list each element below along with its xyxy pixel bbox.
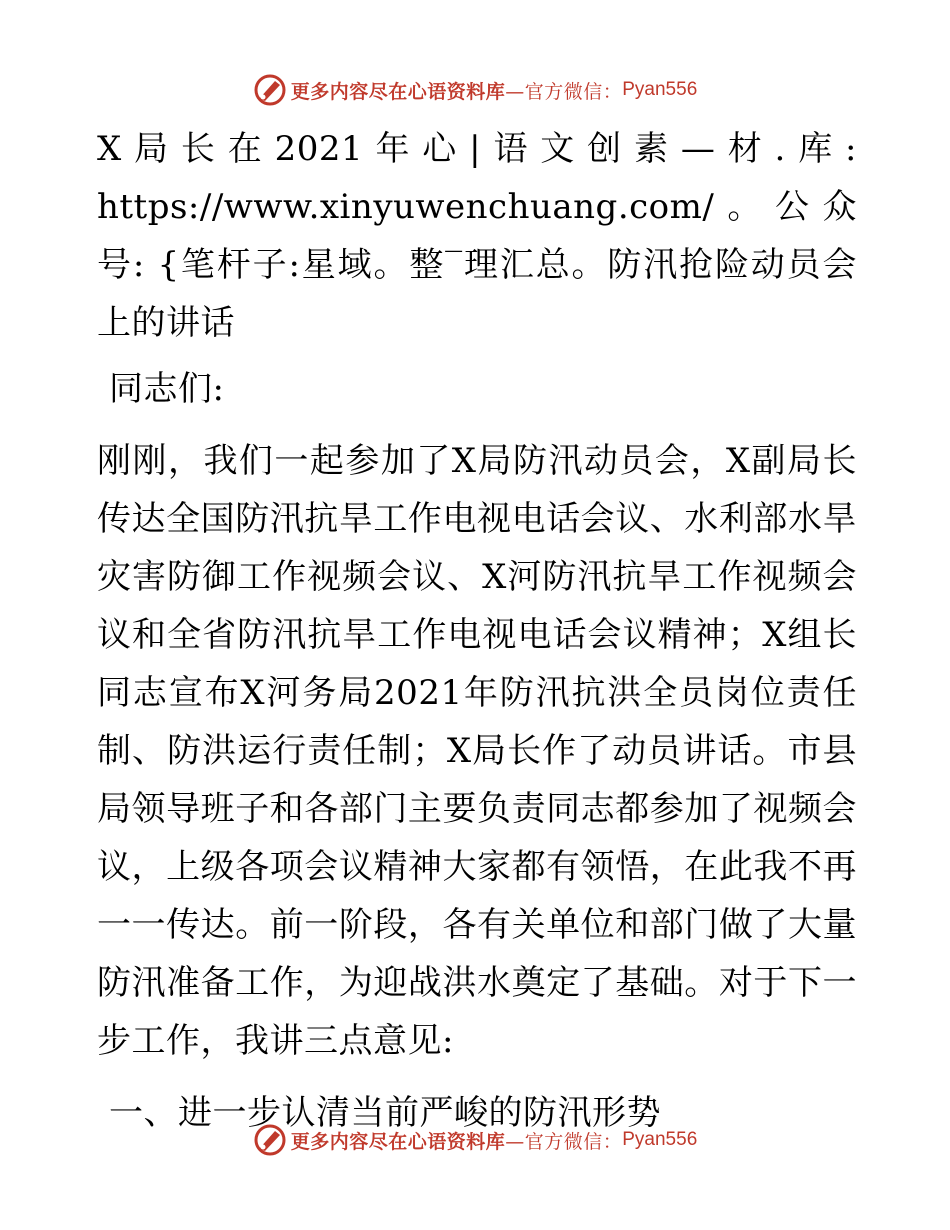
document-body xyxy=(97,120,857,1142)
header-brand-text: 更多内容尽在心语资料库 xyxy=(290,80,506,103)
section-heading: 一、进一步认清当前严峻的防汛形势 xyxy=(109,1093,661,1133)
header-banner xyxy=(0,70,950,110)
greeting: 同志们: xyxy=(109,369,225,409)
pen-nib-logo-icon xyxy=(253,1123,287,1157)
header-separator: —官方微信： xyxy=(505,80,623,103)
header-wechat-id: Pyan556 xyxy=(622,79,698,100)
footer-separator: —官方微信： xyxy=(505,1130,623,1153)
footer-wechat-id: Pyan556 xyxy=(622,1129,698,1150)
body-paragraph: 刚刚，我们一起参加了X局防汛动员会，X副局长传达全国防汛抗旱工作电视电话会议、水利部水旱灾害防御工作视频会议、X河防汛抗旱工作视频会议和全省防汛抗旱工作电视电话会议精神；X组长同志宣布X河务局2021年防汛抗洪全员岗位责任制、防洪运行责任制；X局长作了动员讲话。市县局领导班子和各部门主要负责同志都参加了视频会议，上级各项会议精神大家都有领悟，在此我不再一一传达。前一阶段，各有关单位和部门做了大量防汛准备工作，为迎战洪水奠定了基础。对于下一步工作，我讲三点意见: xyxy=(97,441,857,1061)
footer-brand-text: 更多内容尽在心语资料库 xyxy=(290,1130,506,1153)
document-title: X局长在2021年心|语文创素—材.库: https://www.xinyuwenchuang.com/。公众号: {笔杆子:星域。整‾理汇总。防汛抢险动员会上的讲话 xyxy=(97,129,857,343)
pen-nib-logo-icon xyxy=(253,73,287,107)
footer-banner xyxy=(0,1120,950,1160)
